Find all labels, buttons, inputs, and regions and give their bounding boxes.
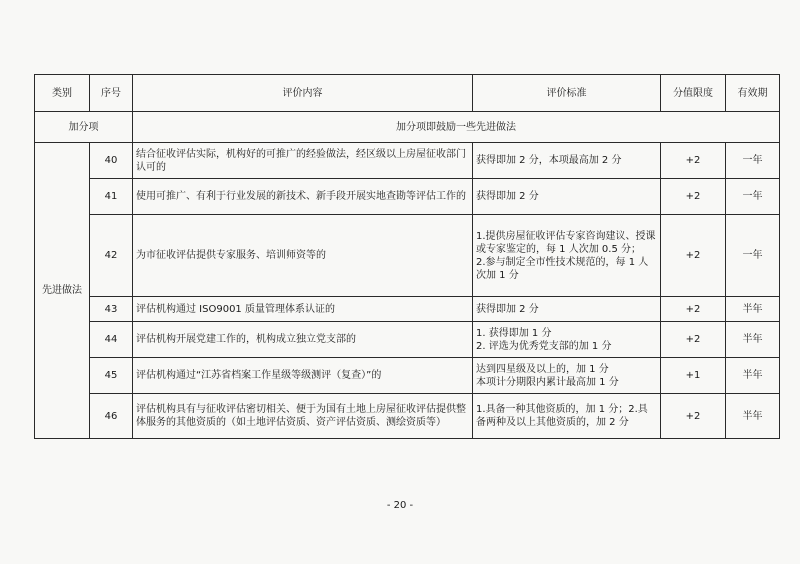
row-content: 为市征收评估提供专家服务、培训师资等的 [133,215,473,297]
row-content: 评估机构开展党建工作的，机构成立独立党支部的 [133,322,473,358]
header-content: 评价内容 [133,75,473,112]
header-validity: 有效期 [726,75,780,112]
header-standard: 评价标准 [473,75,661,112]
header-score-limit: 分值限度 [661,75,726,112]
table-row [35,358,780,394]
evaluation-table [34,74,780,439]
row-content: 评估机构通过“江苏省档案工作星级等级测评（复查）”的 [133,358,473,394]
row-validity: 一年 [726,179,780,215]
row-validity: 半年 [726,394,780,439]
row-content: 结合征收评估实际，机构好的可推广的经验做法，经区级以上房屋征收部门认可的 [133,143,473,179]
table-row [35,394,780,439]
row-content: 评估机构通过 ISO9001 质量管理体系认证的 [133,297,473,322]
row-standard: 获得即加 2 分 [473,297,661,322]
table-row [35,297,780,322]
row-validity: 一年 [726,143,780,179]
row-number: 45 [90,358,133,394]
row-validity: 半年 [726,358,780,394]
header-category: 类别 [35,75,90,112]
table-header-row [35,75,780,112]
row-score: +2 [661,215,726,297]
row-validity: 一年 [726,215,780,297]
page-number: - 20 - [386,500,414,511]
bonus-section-description: 加分项即鼓励一些先进做法 [133,112,780,143]
row-validity: 半年 [726,297,780,322]
row-standard: 达到四星级及以上的，加 1 分 本项计分期限内累计最高加 1 分 [473,358,661,394]
header-number: 序号 [90,75,133,112]
table-row [35,143,780,179]
row-content: 使用可推广、有利于行业发展的新技术、新手段开展实地查勘等评估工作的 [133,179,473,215]
row-score: +2 [661,394,726,439]
row-score: +1 [661,358,726,394]
bonus-section-row [35,112,780,143]
table-row [35,179,780,215]
category-cell: 先进做法 [35,143,90,439]
row-number: 40 [90,143,133,179]
row-number: 43 [90,297,133,322]
row-score: +2 [661,143,726,179]
row-standard: 1.提供房屋征收评估专家咨询建议、授课或专家鉴定的，每 1 人次加 0.5 分； 2.参与制定全市性技术规范的，每 1 人次加 1 分 [473,215,661,297]
row-validity: 半年 [726,322,780,358]
bonus-section-label: 加分项 [35,112,133,143]
row-score: +2 [661,322,726,358]
row-score: +2 [661,179,726,215]
row-number: 46 [90,394,133,439]
row-number: 44 [90,322,133,358]
table-row [35,215,780,297]
row-content: 评估机构具有与征收评估密切相关、便于为国有土地上房屋征收评估提供整体服务的其他资质的（如土地评估资质、资产评估资质、测绘资质等） [133,394,473,439]
row-standard: 获得即加 2 分 [473,179,661,215]
row-number: 42 [90,215,133,297]
row-standard: 获得即加 2 分，本项最高加 2 分 [473,143,661,179]
table-row [35,322,780,358]
row-standard: 1.具备一种其他资质的，加 1 分；2.具备两种及以上其他资质的，加 2 分 [473,394,661,439]
row-standard: 1. 获得即加 1 分 2. 评选为优秀党支部的加 1 分 [473,322,661,358]
row-score: +2 [661,297,726,322]
row-number: 41 [90,179,133,215]
